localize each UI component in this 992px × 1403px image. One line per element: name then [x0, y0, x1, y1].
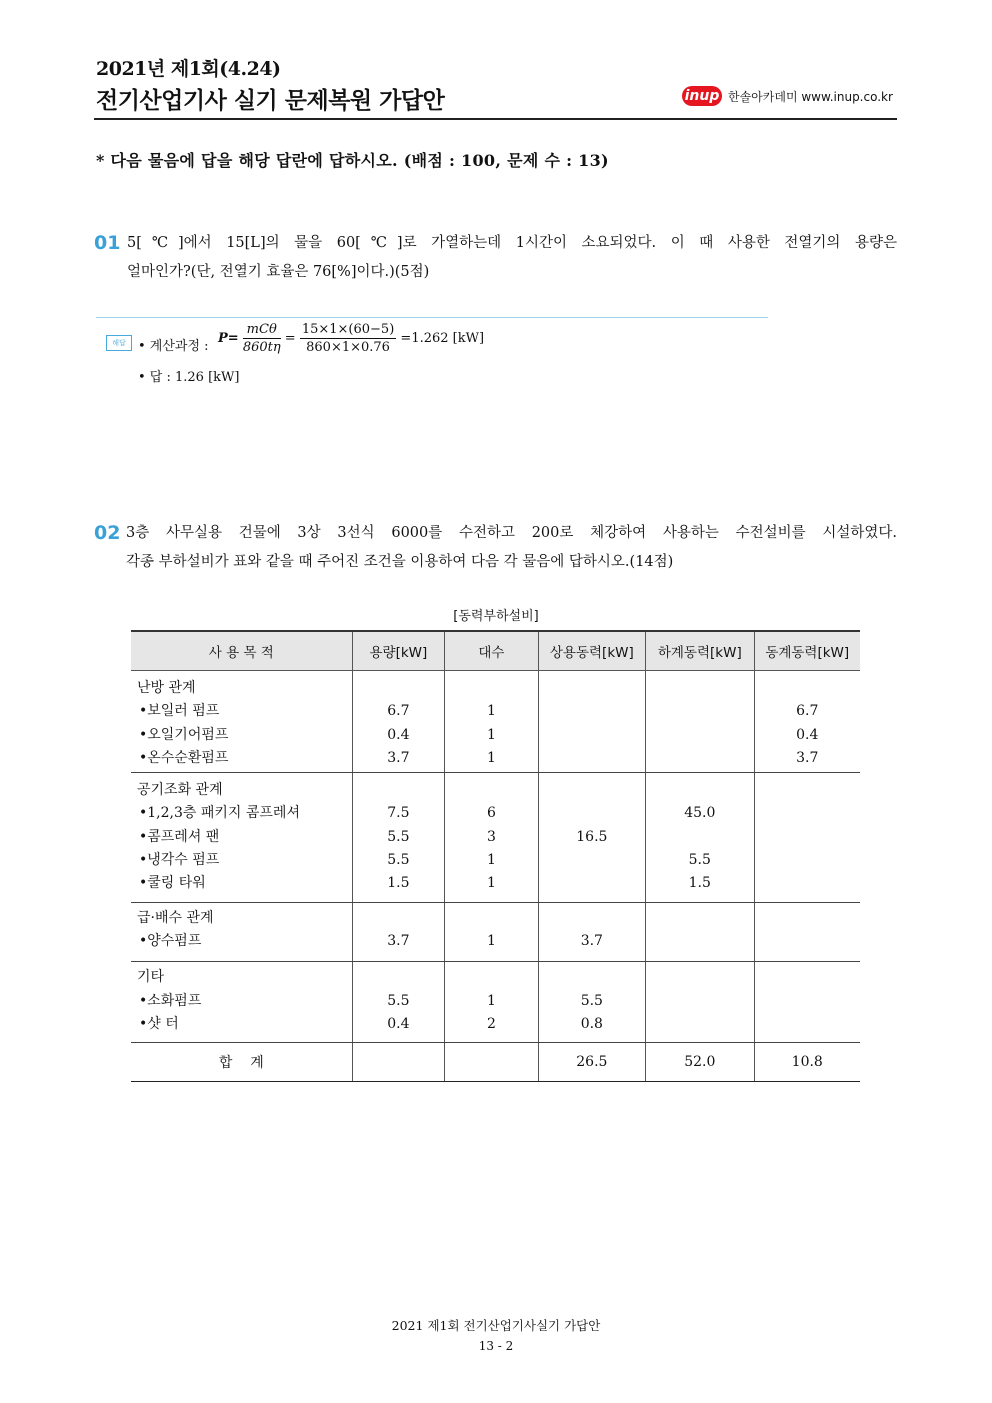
value-winter: 6.7 — [796, 703, 819, 720]
value-winter — [755, 990, 861, 1013]
blank-line — [445, 677, 537, 700]
formula-fraction-2-numerator: 15×1×(60−5) — [301, 322, 395, 337]
table-cell-capacity — [352, 773, 445, 902]
table-cell-summer — [646, 902, 754, 962]
header-capacity: 용량[kW] — [352, 631, 445, 671]
table-header-row — [131, 631, 860, 671]
formula-fraction-1 — [243, 322, 281, 355]
formula-fraction-2 — [300, 322, 396, 355]
formula-fraction-1-numerator: mCθ — [243, 322, 281, 339]
value-summer — [646, 990, 753, 1013]
table-cell-summer — [646, 962, 754, 1043]
value-capacity: 1.5 — [387, 875, 410, 892]
value-regular — [539, 872, 645, 895]
total-regular: 26.5 — [538, 1043, 645, 1082]
blank-line — [539, 966, 645, 989]
group-title: 난방 관계 — [137, 680, 196, 696]
table-cell-winter — [754, 962, 860, 1043]
exam-date-title: 2021년 제1회(4.24) — [96, 58, 281, 80]
table-cell-capacity — [352, 671, 445, 773]
blank-line — [755, 907, 861, 930]
blank-line — [539, 907, 645, 930]
group-title: 기타 — [137, 969, 165, 986]
value-summer: 45.0 — [684, 805, 716, 822]
calc-formula — [218, 322, 484, 355]
value-count: 1 — [486, 749, 496, 766]
table-cell-winter — [754, 773, 860, 902]
value-summer: 1.5 — [688, 875, 711, 892]
question-1-line-2: 얼마인가?(단, 전열기 효율은 76[%]이다.)(5점) — [127, 264, 430, 280]
value-regular: 16.5 — [576, 828, 608, 845]
table-cell-capacity — [352, 962, 445, 1043]
formula-lhs: P= — [218, 331, 239, 346]
blank-line — [539, 677, 645, 700]
answer-line: • 답 : 1.26 [kW] — [138, 370, 240, 385]
blank-line — [539, 779, 645, 802]
instruction-text: * 다음 물음에 답을 해당 답란에 답하시오. (배점 : 100, 문제 수 : 13) — [96, 151, 609, 170]
value-count: 2 — [486, 1015, 496, 1032]
brand-text: 한솔아카데미 www.inup.co.kr — [728, 90, 893, 104]
question-1-number: 01 — [94, 232, 121, 254]
table-cell-count — [445, 902, 538, 962]
page-number: 13 - 2 — [478, 1339, 514, 1353]
table-row — [131, 773, 860, 902]
value-winter — [755, 849, 861, 872]
table-cell-winter — [754, 671, 860, 773]
header-summer-power: 하계동력[kW] — [646, 631, 754, 671]
value-capacity: 3.7 — [387, 932, 410, 949]
total-label: 합 계 — [131, 1043, 352, 1082]
formula-fraction-1-denominator: 860tη — [242, 340, 281, 355]
exam-main-title: 전기산업기사 실기 문제복원 가답안 — [96, 88, 445, 114]
equipment-name: •보일러 펌프 — [139, 703, 220, 720]
value-regular: 0.8 — [580, 1015, 603, 1032]
table-cell-count — [445, 962, 538, 1043]
value-summer: 5.5 — [688, 852, 711, 869]
blank-line — [755, 677, 861, 700]
value-capacity: 3.7 — [387, 749, 410, 766]
value-winter — [755, 1013, 861, 1036]
table-cell-summer — [646, 671, 754, 773]
blank-line — [646, 779, 753, 802]
answer-icon: 해답 — [106, 335, 132, 351]
blank-line — [755, 966, 861, 989]
equipment-name: •샷 터 — [139, 1015, 179, 1032]
value-regular: 3.7 — [580, 932, 603, 949]
value-winter: 0.4 — [796, 726, 819, 743]
value-count: 1 — [486, 703, 496, 720]
formula-fraction-2-denominator: 860×1×0.76 — [306, 340, 390, 355]
table-row — [131, 902, 860, 962]
value-winter — [755, 826, 861, 849]
table-caption: [동력부하설비] — [453, 609, 539, 624]
table-cell-regular — [538, 902, 645, 962]
value-summer — [646, 724, 753, 747]
table-total-row — [131, 1043, 860, 1082]
total-capacity — [352, 1043, 445, 1082]
table-cell-capacity — [352, 902, 445, 962]
formula-equals: = — [284, 331, 296, 346]
table-cell-count — [445, 773, 538, 902]
equipment-name: •양수펌프 — [139, 932, 202, 949]
group-title: 급·배수 관계 — [137, 909, 214, 926]
group-title: 공기조화 관계 — [137, 782, 223, 799]
table-cell-winter — [754, 902, 860, 962]
value-count: 1 — [486, 992, 496, 1009]
value-count: 1 — [486, 932, 496, 949]
total-winter: 10.8 — [754, 1043, 860, 1082]
inup-logo: inup — [682, 86, 722, 106]
value-count: 1 — [486, 852, 496, 869]
equipment-name: •온수순환펌프 — [139, 749, 229, 766]
equipment-name: •콤프레셔 팬 — [139, 828, 220, 845]
value-summer — [646, 826, 753, 849]
formula-result: =1.262 [kW] — [400, 331, 485, 346]
table-cell-items — [131, 671, 352, 773]
table-cell-items — [131, 902, 352, 962]
table-cell-regular — [538, 962, 645, 1043]
footer-title: 2021 제1회 전기산업기사실기 가답안 — [391, 1318, 601, 1333]
value-capacity: 5.5 — [387, 828, 410, 845]
header-purpose: 사 용 목 적 — [131, 631, 352, 671]
value-summer — [646, 1013, 753, 1036]
question-1-line-1: 5[℃]에서 15[L]의 물을 60[℃]로 가열하는데 1시간이 소요되었다. 이 때 사용한 전열기의 용량은 — [127, 235, 897, 251]
total-count — [445, 1043, 538, 1082]
header-rule — [94, 118, 897, 120]
answer-divider — [96, 317, 768, 318]
table-cell-regular — [538, 671, 645, 773]
question-2-line-1: 3층 사무실용 건물에 3상 3선식 6000를 수전하고 200로 체강하여 사용하는 수전설비를 시설하였다. — [126, 525, 897, 541]
blank-line — [646, 966, 753, 989]
equipment-name: •쿨링 타워 — [139, 875, 206, 892]
blank-line — [445, 779, 537, 802]
blank-line — [646, 677, 753, 700]
calc-label: • 계산과정 : — [138, 339, 209, 354]
blank-line — [445, 907, 537, 930]
blank-line — [353, 677, 445, 700]
question-2-line-2: 각종 부하설비가 표와 같을 때 주어진 조건을 이용하여 다음 각 물음에 답하시오.(14점) — [126, 554, 674, 570]
table-row — [131, 962, 860, 1043]
value-count: 1 — [486, 875, 496, 892]
header-winter-power: 동계동력[kW] — [754, 631, 860, 671]
blank-line — [353, 779, 445, 802]
value-summer — [646, 700, 753, 723]
value-regular: 5.5 — [580, 992, 603, 1009]
value-capacity: 5.5 — [387, 992, 410, 1009]
value-count: 3 — [486, 828, 496, 845]
blank-line — [646, 907, 753, 930]
total-summer: 52.0 — [646, 1043, 754, 1082]
value-capacity: 6.7 — [387, 703, 410, 720]
table-cell-regular — [538, 773, 645, 902]
value-count: 6 — [486, 805, 496, 822]
value-regular — [539, 724, 645, 747]
value-summer — [646, 930, 753, 953]
table-row — [131, 671, 860, 773]
table-cell-items — [131, 962, 352, 1043]
table-cell-count — [445, 671, 538, 773]
value-count: 1 — [486, 726, 496, 743]
value-capacity: 7.5 — [387, 805, 410, 822]
question-2-number: 02 — [94, 522, 121, 544]
value-capacity: 0.4 — [387, 1015, 410, 1032]
table-cell-items — [131, 773, 352, 902]
load-equipment-table — [131, 630, 860, 1082]
header-regular-power: 상용동력[kW] — [538, 631, 645, 671]
blank-line — [755, 779, 861, 802]
equipment-name: •냉각수 펌프 — [139, 852, 220, 869]
equipment-name: •오일기어펌프 — [139, 726, 229, 743]
blank-line — [353, 966, 445, 989]
blank-line — [353, 907, 445, 930]
value-regular — [539, 700, 645, 723]
value-regular — [539, 849, 645, 872]
value-winter — [755, 872, 861, 895]
value-winter: 3.7 — [796, 749, 819, 766]
value-winter — [755, 930, 861, 953]
value-winter — [755, 802, 861, 825]
value-regular — [539, 747, 645, 770]
value-summer — [646, 747, 753, 770]
value-regular — [539, 802, 645, 825]
equipment-name: •소화펌프 — [139, 992, 202, 1009]
header-count: 대수 — [445, 631, 538, 671]
table-cell-summer — [646, 773, 754, 902]
equipment-name: •1,2,3층 패키지 콤프레셔 — [139, 805, 300, 822]
value-capacity: 5.5 — [387, 852, 410, 869]
blank-line — [445, 966, 537, 989]
value-capacity: 0.4 — [387, 726, 410, 743]
